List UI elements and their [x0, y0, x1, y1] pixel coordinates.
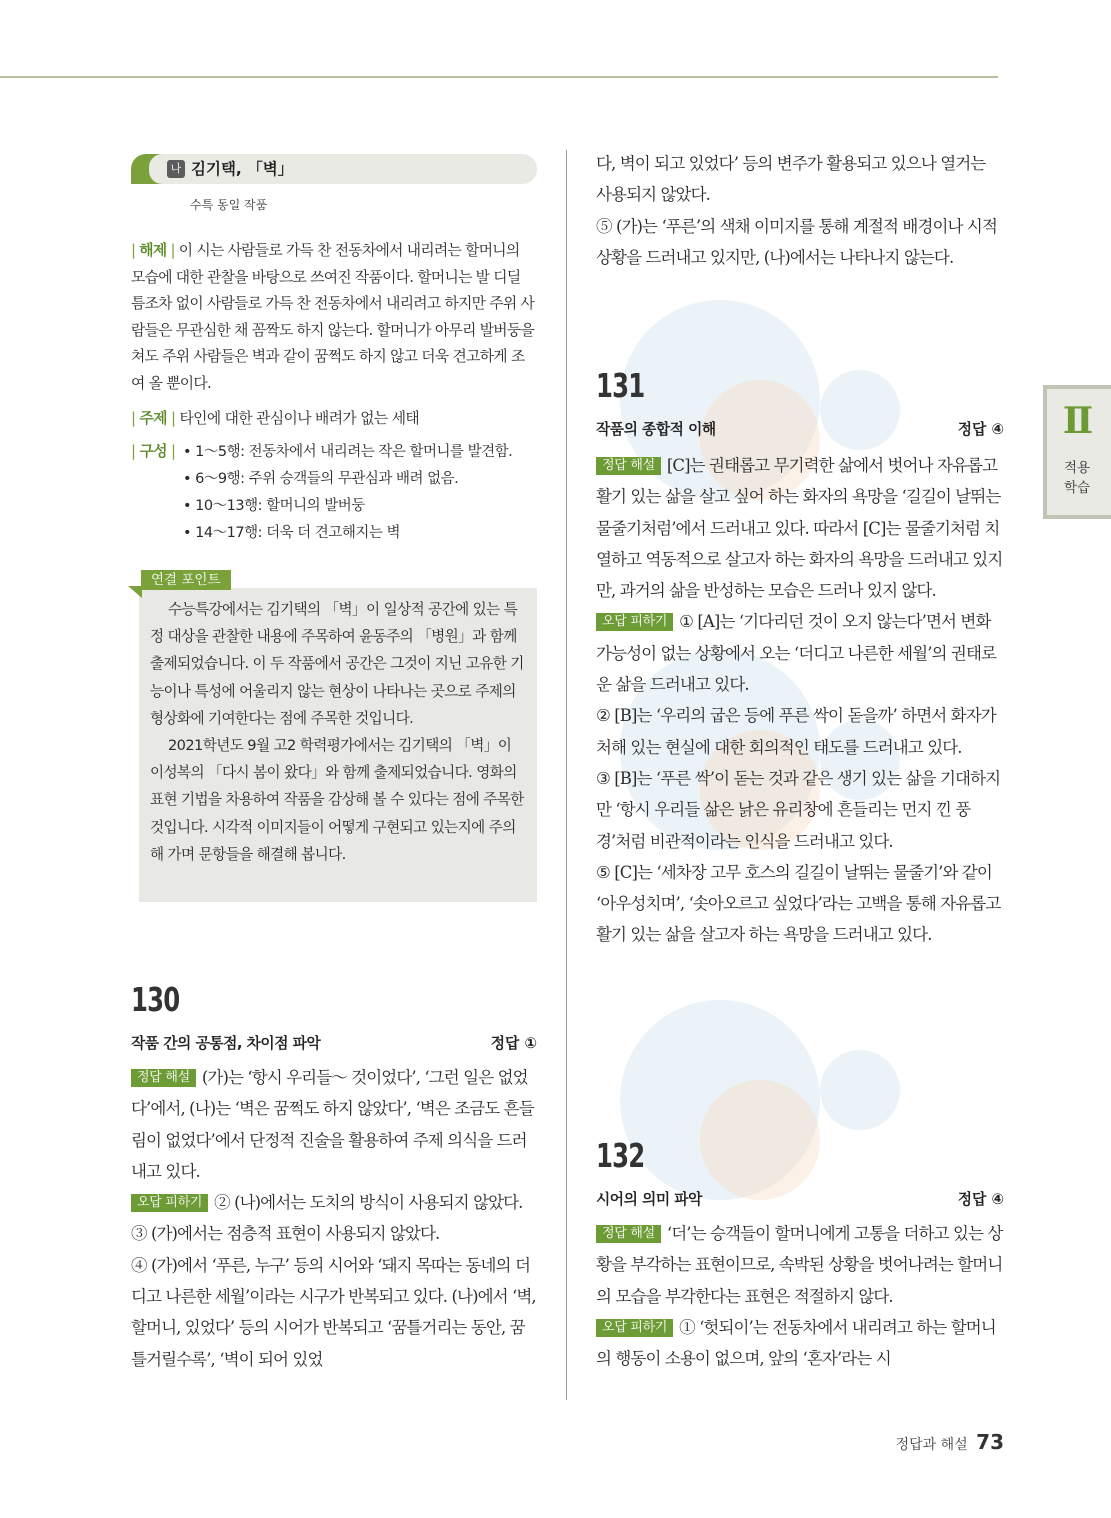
question-title: 작품의 종합적 이해	[596, 421, 716, 438]
connection-tag: 연결 포인트	[141, 570, 231, 590]
watermark-circle	[820, 1050, 900, 1130]
question-answer: 정답 ①	[490, 1035, 537, 1052]
question-answer: 정답 ④	[957, 1191, 1004, 1208]
q130-explanation: 정답 해설 (가)는 ‘항시 우리들～ 것이었다’, ‘그런 일은 없었다’에서, (나)는 ‘벽은 꿈쩍도 하지 않았다’, ‘벽은 조금도 흔들림이 없었다’에서 단정적 진술을 활용하여 주제 의식을 드러내고 있다. 오답 피하기 ② (나)에서는 도치의 방식이 사용되지 않았다. ③ (가)에서는 점층적 표현이 사용되지 않았다. ④ (가)에서 ‘푸른, 누구’ 등의 시어와 ‘돼지 목따는 동네의 더디고 나른한 세월’이라는 시구가 반복되고 있다. (나)에서 ‘벽, 할머니, 있었다’ 등의 시어가 반복되고 ‘꿈틀거리는 동안, 꿈틀거릴수록’, ‘벽이 되어 있었	[131, 1068, 536, 1369]
question-title: 시어의 의미 파악	[596, 1191, 702, 1208]
question-title: 작품 간의 공통점, 차이점 파악	[131, 1035, 321, 1052]
question-number: 130	[131, 980, 180, 1019]
haeje-section: | 해제 | 이 시는 사람들로 가득 찬 전동차에서 내리려는 할머니의 모습에 대한 관찰을 바탕으로 쓰여진 작품이다. 할머니는 발 디딜 틈조차 없이 사람들로 가득 찬 전동차에서 내리려고 하지만 주위 사람들은 무관심한 채 꼼짝도 하지 않는다. 할머니가 아무리 발버둥을 쳐도 주위 사람들은 벽과 같이 꿈쩍도 하지 않고 더욱 견고하게 조여 올 뿐이다.	[131, 242, 535, 392]
right-top-text: 다, 벽이 되고 있었다’ 등의 변주가 활용되고 있으나 열거는 사용되지 않았다. ⑤ (가)는 ‘푸른’의 색채 이미지를 통해 계절적 배경이나 시적 상황을 드러내고 있지만, (나)에서는 나타나지 않는다.	[596, 154, 997, 267]
question-number: 132	[596, 1136, 645, 1175]
guseong-section: | 구성 |	[131, 443, 176, 460]
chapter-numeral: Ⅱ	[1062, 400, 1092, 442]
guseong-item: • 14～17행: 더욱 더 견고해지는 벽	[183, 525, 400, 541]
guseong-item: • 10～13행: 할머니의 발버둥	[183, 498, 365, 514]
work-title: 김기택, 「벽」	[191, 160, 294, 178]
watermark-circle	[700, 1080, 820, 1200]
juje-text: 타인에 대한 관심이나 배려가 없는 세태	[179, 410, 420, 427]
column-divider	[566, 150, 567, 1400]
work-header	[131, 154, 537, 186]
juje-label: 주제	[139, 410, 167, 427]
wrong-tag: 오답 피하기	[596, 1319, 673, 1337]
wrong-tag: 오답 피하기	[596, 613, 673, 631]
guseong-item: • 1～5행: 전동차에서 내리려는 작은 할머니를 발견함.	[183, 444, 513, 460]
q132-explanation: 정답 해설 ‘더’는 승객들이 할머니에게 고통을 더하고 있는 상황을 부각하는 표현이므로, 속박된 상황을 벗어나려는 할머니의 모습을 부각한다는 표현은 적절하지 않다. 오답 피하기 ① ‘헛되이’는 전동차에서 내리려고 하는 할머니의 행동이 소용이 없으며, 앞의 ‘혼자’라는 시	[596, 1224, 1003, 1369]
haeje-label: 해제	[139, 242, 167, 259]
chapter-label: 적용 학습	[1063, 460, 1091, 496]
haeje-text: 이 시는 사람들로 가득 찬 전동차에서 내리려는 할머니의 모습에 대한 관찰을 바탕으로 쓰여진 작품이다. 할머니는 발 디딜 틈조차 없이 사람들로 가득 찬 전동차에서 내리려고 하지만 주위 사람들은 무관심한 채 꼼짝도 하지 않는다. 할머니가 아무리 발버둥을 쳐도 주위 사람들은 벽과 같이 꿈쩍도 하지 않고 더욱 견고하게 조여 올 뿐이다.	[131, 242, 535, 392]
connection-paragraph: 수능특강에서는 김기택의 「벽」이 일상적 공간에 있는 특정 대상을 관찰한 내용에 주목하여 윤동주의 「병원」과 함께 출제되었습니다. 이 두 작품에서 공간은 그것이 지닌 고유한 기능이나 특성에 어울리지 않는 현상이 나타나는 곳으로 주제의 형상화에 기여한다는 점에 주목한 것입니다.	[150, 601, 524, 727]
q131-explanation: 정답 해설 [C]는 권태롭고 무기력한 삶에서 벗어나 자유롭고 활기 있는 삶을 살고 싶어 하는 화자의 욕망을 ‘길길이 날뛰는 물줄기처럼’에서 드러내고 있다. 따라서 [C]는 물줄기처럼 치열하고 역동적으로 살고자 하는 화자의 욕망을 드러내고 있지만, 과거의 삶을 반성하는 모습은 드러나 있지 않다. 오답 피하기 ① [A]는 ‘기다리던 것이 오지 않는다’면서 변화 가능성이 없는 상황에서 오는 ‘더디고 나른한 세월’의 권태로운 삶을 드러내고 있다. ② [B]는 ‘우리의 굽은 등에 푸른 싹이 돋을까’ 하면서 화자가 처해 있는 현실에 대한 회의적인 태도를 드러내고 있다. ③ [B]는 ‘푸른 싹’이 돋는 것과 같은 생기 있는 삶을 기대하지만 ‘항시 우리들 삶은 낡은 유리창에 흔들리는 먼지 낀 풍경’처럼 비관적이라는 인식을 드러내고 있다. ⑤ [C]는 ‘세차장 고무 호스의 길길이 날뛰는 물줄기’와 같이 ‘아우성치며’, ‘솟아오르고 싶었다’라는 고백을 통해 자유롭고 활기 있는 삶을 살고자 하는 욕망을 드러내고 있다.	[596, 456, 1003, 945]
wrong-tag: 오답 피하기	[131, 1194, 208, 1212]
top-rule	[0, 76, 998, 78]
watermark-circle	[820, 370, 900, 450]
question-number: 131	[596, 366, 645, 405]
correct-tag: 정답 해설	[596, 457, 661, 475]
guseong-label: 구성	[139, 443, 167, 460]
work-subtitle: 수특 동일 작품	[190, 198, 268, 212]
juje-section: | 주제 | 타인에 대한 관심이나 배려가 없는 세태	[131, 410, 420, 427]
page-footer	[896, 1430, 1004, 1454]
question-answer: 정답 ④	[957, 421, 1004, 438]
page-number: 73	[976, 1430, 1004, 1454]
guseong-item: • 6～9행: 주위 승객들의 무관심과 배려 없음.	[183, 471, 459, 487]
connection-text	[150, 596, 528, 868]
footer-section: 정답과 해설	[895, 1437, 968, 1453]
correct-tag: 정답 해설	[131, 1069, 196, 1087]
work-badge: 나	[167, 160, 185, 178]
correct-tag: 정답 해설	[596, 1225, 661, 1243]
connection-paragraph: 2021학년도 9월 고2 학력평가에서는 김기택의 「벽」이 이성복의 「다시 봄이 왔다」와 함께 출제되었습니다. 영화의 표현 기법을 차용하여 작품을 감상해 볼 수 있다는 점에 주목한 것입니다. 시각적 이미지들이 어떻게 구현되고 있는지에 주의해 가며 문항들을 해결해 봅니다.	[150, 737, 524, 863]
